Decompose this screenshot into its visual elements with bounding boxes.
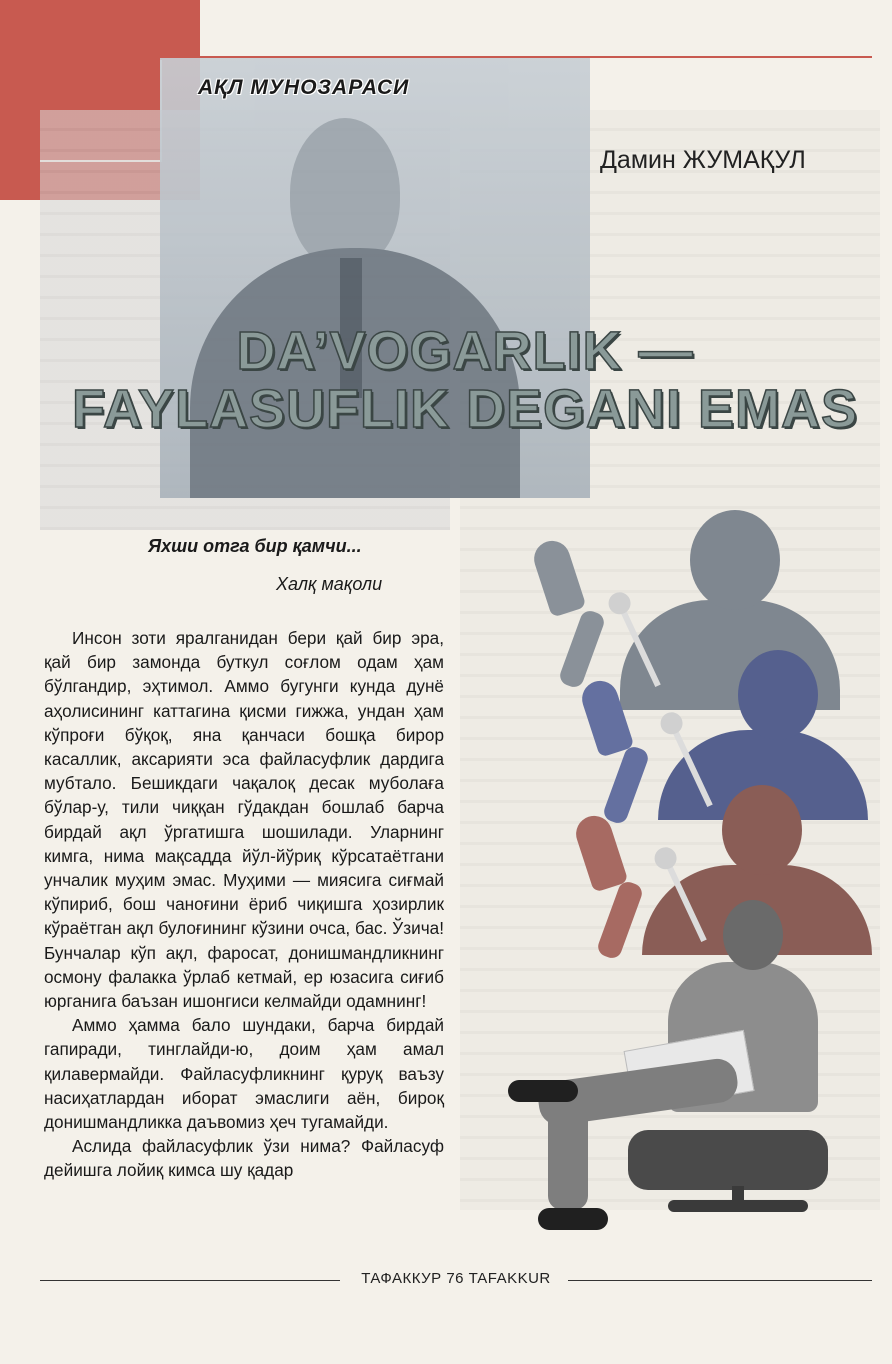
- title-line-2: FAYLASUFLIK DEGANI EMAS: [71, 379, 859, 439]
- article-title: [60, 322, 870, 438]
- page-footer: ТАФАККУР 76 TAFAKKUR: [361, 1270, 551, 1287]
- man-shin: [548, 1090, 588, 1210]
- shoe-icon: [538, 1208, 608, 1230]
- shoe-icon: [508, 1080, 578, 1102]
- head-shape: [690, 510, 780, 610]
- epigraph-source: Халқ мақоли: [276, 574, 383, 594]
- office-chair-seat: [628, 1130, 828, 1190]
- article-paragraph: Аммо ҳамма бало шундаки, барча бирдай гапиради, тинглайди-ю, доим ҳам амал қилавермайди. Файласуфликнинг қуруқ ваъзу насиҳатлардан иборат эмаслиги аён, бироқ донишмандликка даъвомиз ҳеч тугамайди.: [44, 1015, 444, 1133]
- photo-head: [290, 118, 400, 268]
- article-body: [44, 626, 444, 1183]
- seated-man-illustration: [508, 900, 878, 1260]
- man-head: [723, 900, 783, 970]
- article-paragraph: Инсон зоти яралганидан бери қай бир эра, қай бир замонда буткул соғлом одам ҳам бўлгандир, эҳтимол. Аммо бугунги кунда дунё аҳолисининг каттагина қисми гижжа, ундан ҳам кўпроғи бўқоқ, яна қанчаси бошқа бирор касаллик, аксарияти эса файласуфлик дардига мубтало. Бешикдаги чақалоқ десак муболаға бўлар-у, тили чиққан гўдакдан бошлаб барча бирдай ақл ўргатишга шошилади. Уларнинг кимга, нима мақсадда йўл-йўриқ кўрсатаётгани унчалик муҳим эмас. Муҳими — миясига сиғмай кўпириб, бош чаноғини ёриб чиқишга ҳозирлик кўраётган ақл булоғининг кўзини очса, бас. Ўзича! Бунчалар кўп ақл, фаросат, донишмандликнинг осмону фалакка ўрлаб кетмай, ер юзасига сиғиб юрганига баъзан ишонгиси келмайди одамнинг!: [44, 628, 444, 1012]
- section-rubric: АҚЛ МУНОЗАРАСИ: [198, 76, 410, 99]
- footer-rule-left: [40, 1280, 340, 1281]
- article-paragraph: Аслида файласуфлик ўзи нима? Файласуф дейишга лойиқ кимса шу қадар: [44, 1136, 444, 1181]
- head-shape: [738, 650, 818, 740]
- chair-base: [668, 1200, 808, 1212]
- title-line-1: DA’VOGARLIK —: [236, 321, 694, 381]
- footer-rule-right: [568, 1280, 872, 1281]
- author-name: Дамин ЖУМАҚУЛ: [600, 146, 806, 174]
- head-shape: [722, 785, 802, 875]
- epigraph-quote: Яхши отга бир қамчи...: [148, 536, 362, 556]
